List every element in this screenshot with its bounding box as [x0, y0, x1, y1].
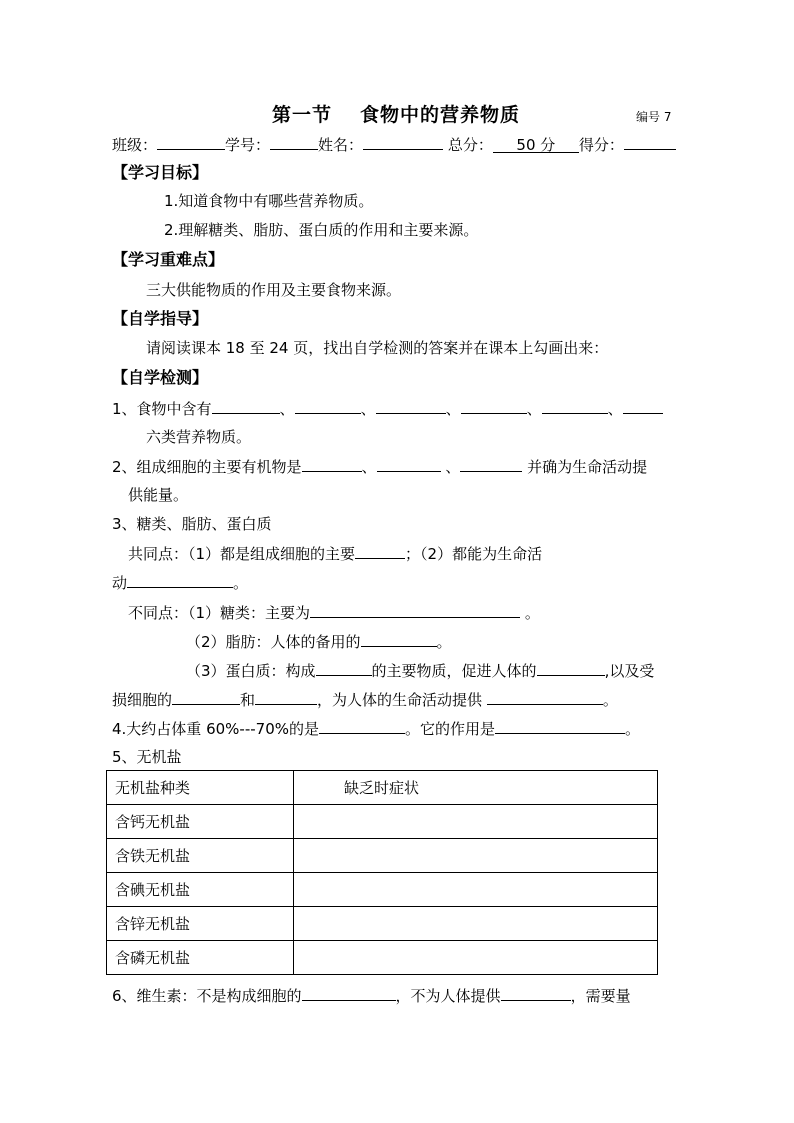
q2-suffix: 并确为生命活动提 [527, 458, 648, 476]
q2-prefix: 2、组成细胞的主要有机物是 [112, 458, 302, 476]
id-label: 学号： [225, 136, 271, 154]
q3-protein [186, 660, 654, 681]
check-heading: 【自学检测】 [112, 368, 209, 387]
q2-blank-2[interactable] [377, 456, 441, 472]
question-6 [112, 985, 631, 1006]
q3-diff-sugar [128, 602, 540, 623]
q3-protein-cont [112, 689, 618, 710]
q3-protein-blank-5[interactable] [487, 689, 603, 705]
lesson-title: 食物中的营养物质 [360, 104, 521, 126]
total-value: 50 分 [493, 135, 579, 153]
q3-protein-blank-2[interactable] [537, 660, 605, 676]
symptom-cell[interactable] [294, 839, 658, 873]
name-blank[interactable] [363, 134, 443, 150]
section-number: 第一节 [272, 104, 333, 126]
doc-code: 编号 7 [636, 110, 672, 124]
mineral-table [106, 770, 658, 975]
q1-blank-3[interactable] [376, 398, 446, 414]
q3-common-text-c: 动 [112, 574, 128, 592]
mineral-name-cell: 含磷无机盐 [107, 941, 294, 975]
q3-sugar-blank[interactable] [310, 602, 520, 618]
mineral-name-cell: 含碘无机盐 [107, 873, 294, 907]
q1-blank-1[interactable] [212, 398, 280, 414]
table-header-cell: 缺乏时症状 [294, 771, 658, 805]
period: 。 [524, 604, 540, 622]
symptom-cell[interactable] [294, 873, 658, 907]
q4-blank-1[interactable] [319, 718, 405, 734]
table-header-row [107, 771, 658, 805]
separator: 、 [526, 400, 542, 418]
q3-fat-blank[interactable] [361, 631, 437, 647]
q3-fat [186, 631, 452, 652]
q1-prefix: 1、食物中含有 [112, 400, 212, 418]
id-blank[interactable] [270, 134, 318, 150]
table-row [107, 873, 658, 907]
q2-line-2: 供能量。 [128, 486, 189, 504]
period: 。 [602, 691, 618, 709]
q3-protein-blank-3[interactable] [172, 689, 240, 705]
info-line [112, 134, 676, 155]
guide-text: 请阅读课本 18 至 24 页，找出自学检测的答案并在课本上勾画出来： [146, 339, 609, 357]
q3-protein-text-a: （3）蛋白质：构成 [186, 662, 316, 680]
table-row [107, 941, 658, 975]
period: 。 [625, 720, 641, 738]
symptom-cell[interactable] [294, 907, 658, 941]
separator: 、 [361, 458, 377, 476]
q3-protein-text-c: ,以及受 [604, 662, 655, 680]
q3-protein-blank-4[interactable] [255, 689, 317, 705]
q3-diff-text: 不同点：（1）糖类：主要为 [128, 604, 311, 622]
goal-1: 1.知道食物中有哪些营养物质。 [164, 192, 374, 210]
question-2 [112, 456, 647, 477]
mineral-name-cell: 含钙无机盐 [107, 805, 294, 839]
q3-common-blank-2[interactable] [127, 572, 233, 588]
q3-common-cont [112, 572, 248, 593]
q6-text-c: ，需要量 [570, 987, 631, 1005]
q3-common-text-a: 共同点：（1）都是组成细胞的主要 [128, 545, 356, 563]
q3-fat-text: （2）脂肪：人体的备用的 [186, 633, 361, 651]
q4-text-a: 4.大约占体重 60%---70%的是 [112, 720, 319, 738]
separator: 、 [445, 458, 461, 476]
table-row [107, 839, 658, 873]
separator: 、 [360, 400, 376, 418]
goal-2: 2.理解糖类、脂肪、蛋白质的作用和主要来源。 [164, 221, 479, 239]
table-row [107, 805, 658, 839]
q6-blank-1[interactable] [302, 985, 396, 1001]
total-label: 总分： [447, 136, 493, 154]
q3-common [128, 543, 542, 564]
q3-common-text-b: ；（2）都能为生命活 [405, 545, 543, 563]
name-label: 姓名： [318, 136, 364, 154]
q5-title: 5、无机盐 [112, 748, 182, 766]
q6-blank-2[interactable] [501, 985, 571, 1001]
q3-protein-text-b: 的主要物质，促进人体的 [371, 662, 537, 680]
q1-blank-4[interactable] [461, 398, 527, 414]
class-blank[interactable] [157, 134, 225, 150]
separator: 、 [279, 400, 295, 418]
q1-blank-5[interactable] [542, 398, 608, 414]
q4-blank-2[interactable] [495, 718, 625, 734]
question-1 [112, 398, 663, 419]
q6-text-b: ，不为人体提供 [395, 987, 501, 1005]
table-row [107, 907, 658, 941]
separator: 、 [607, 400, 623, 418]
q3-protein-text-f: ，为人体的生命活动提供 [317, 691, 483, 709]
q6-text-a: 6、维生素：不是构成细胞的 [112, 987, 302, 1005]
q1-line-2: 六类营养物质。 [146, 428, 252, 446]
q3-common-blank-1[interactable] [355, 543, 405, 559]
question-4 [112, 718, 640, 739]
symptom-cell[interactable] [294, 941, 658, 975]
class-label: 班级： [112, 136, 158, 154]
q2-blank-1[interactable] [302, 456, 362, 472]
q3-protein-text-e: 和 [240, 691, 256, 709]
q3-protein-blank-1[interactable] [316, 660, 372, 676]
period: 。 [233, 574, 249, 592]
separator: 、 [445, 400, 461, 418]
q4-text-b: 。它的作用是 [405, 720, 496, 738]
goals-heading: 【学习目标】 [112, 163, 209, 182]
q2-blank-3[interactable] [460, 456, 522, 472]
q3-protein-text-d: 损细胞的 [112, 691, 173, 709]
key-text: 三大供能物质的作用及主要食物来源。 [146, 281, 402, 299]
score-blank[interactable] [624, 134, 676, 150]
score-label: 得分： [578, 136, 624, 154]
mineral-name-cell: 含锌无机盐 [107, 907, 294, 941]
period: 。 [436, 633, 452, 651]
page-title [272, 100, 520, 127]
key-heading: 【学习重难点】 [112, 250, 225, 269]
table-header-cell: 无机盐种类 [107, 771, 294, 805]
symptom-cell[interactable] [294, 805, 658, 839]
q1-blank-2[interactable] [295, 398, 361, 414]
mineral-name-cell: 含铁无机盐 [107, 839, 294, 873]
guide-heading: 【自学指导】 [112, 309, 209, 328]
q1-blank-6[interactable] [623, 398, 663, 414]
q3-title: 3、糖类、脂肪、蛋白质 [112, 515, 272, 533]
